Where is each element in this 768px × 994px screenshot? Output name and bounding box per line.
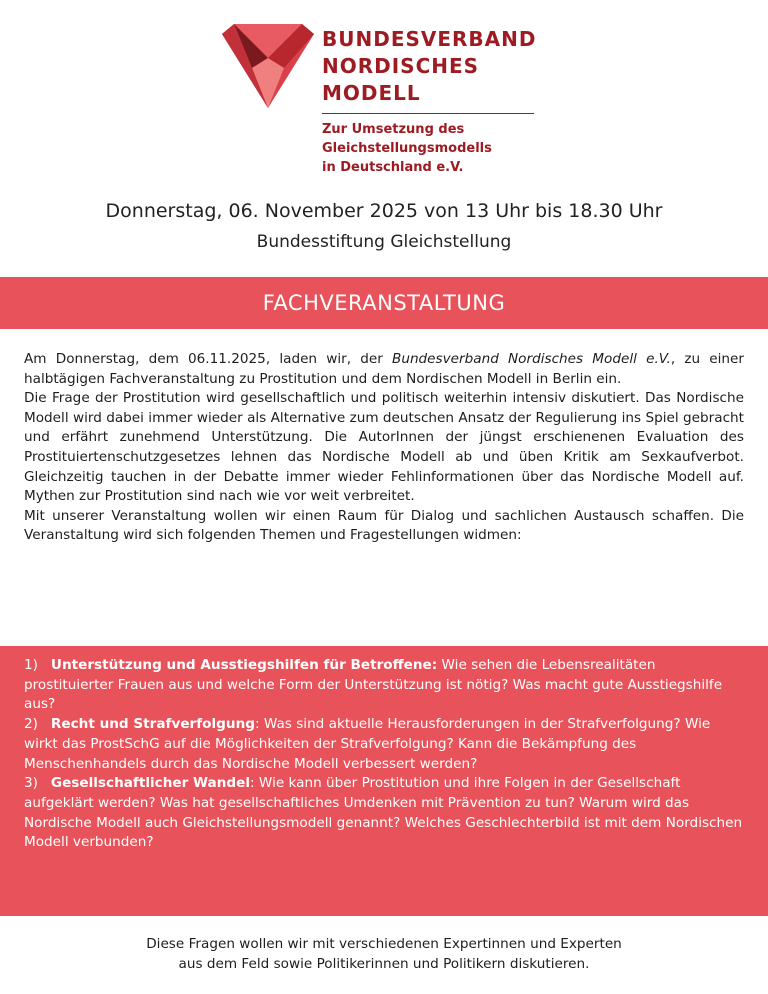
- header: [222, 20, 552, 180]
- topic-text: Wie sehen die Lebensrealitäten prostituierter Frauen aus und welche Form der Unterstützung ist nötig? Was macht gute Ausstiegshilfe aus?: [24, 657, 723, 713]
- intro-p1-end: , zu einer halbtägigen Fachveranstaltung zu Prostitution und dem Nordischen Modell in Berlin ein.: [24, 351, 744, 387]
- topic-number: 1): [24, 657, 38, 673]
- closing-line-2: aus dem Feld sowie Politikerinnen und Politikern diskutieren.: [178, 956, 590, 972]
- closing-line-1: Diese Fragen wollen wir mit verschiedenen Expertinnen und Experten: [146, 936, 622, 952]
- topic-title: Gesellschaftlicher Wandel: [50, 775, 251, 792]
- topic-item: [24, 774, 744, 853]
- org-reference: Bundesverband Nordisches Modell e.V.: [392, 351, 671, 367]
- org-name: BUNDESVERBAND NORDISCHES MODELL: [322, 27, 537, 105]
- topic-item: [24, 715, 744, 774]
- intro-text: [24, 350, 744, 546]
- intro-paragraph-2: Die Frage der Prostitution wird gesellschaftlich und politisch weiterhin intensiv diskutiert. Das Nordische Modell wird dabei immer wieder als Alternative zum deutschen Ansatz der Regulierung ins Spiel gebracht und erfährt zunehmend Unterstützung. Die AutorInnen der jüngst erschienenen Evaluation des Prostituiertenschutzgesetzes lehnen das Nordische Modell ab und üben Kritik am Sexkaufverbot. Gleichzeitig tauchen in der Debatte immer wieder Fehlinformationen über das Nordische Modell auf. Mythen zur Prostitution sind nach wie vor weit verbreitet.: [24, 390, 744, 505]
- topics-list: [24, 656, 744, 853]
- logo-icon: [222, 24, 314, 108]
- topic-text: : Was sind aktuelle Herausforderungen in der Strafverfolgung? Wie wirkt das ProstSchG auf die Möglichkeiten der Strafverfolgung? Kann die Bekämpfung des Menschenhandels durch das Nordische Modell verbessert werden?: [24, 716, 711, 772]
- topics-section: [0, 646, 768, 916]
- topic-number: 2): [24, 716, 38, 733]
- closing-text: [0, 934, 768, 974]
- section-banner: [0, 277, 768, 329]
- intro-p1-start: Am Donnerstag, dem 06.11.2025, laden wir, der: [24, 351, 392, 367]
- topic-number: 3): [24, 775, 38, 792]
- event-date: Donnerstag, 06. November 2025 von 13 Uhr bis 18.30 Uhr: [105, 200, 663, 222]
- topic-title: Recht und Strafverfolgung: [50, 716, 255, 733]
- org-divider: [322, 113, 534, 114]
- topic-item: [24, 656, 744, 715]
- topic-title: Unterstützung und Ausstiegshilfen für Betroffene:: [50, 657, 438, 673]
- event-venue: Bundesstiftung Gleichstellung: [256, 232, 512, 252]
- intro-paragraph-3: Mit unserer Veranstaltung wollen wir einen Raum für Dialog und sachlichen Austausch schaffen. Die Veranstaltung wird sich folgenden Themen und Fragestellungen widmen:: [24, 507, 744, 544]
- org-tagline: Zur Umsetzung des Gleichstellungsmodells in Deutschland e.V.: [322, 122, 492, 175]
- intro-paragraph-1: [24, 350, 744, 389]
- topic-text: : Wie kann über Prostitution und ihre Folgen in der Gesellschaft aufgeklärt werden? Was hat gesellschaftliches Umdenken mit Prävention zu tun? Warum wird das Nordische Modell auch Gleichstellungsmodell genannt? Welches Geschlechterbild ist mit dem Nordischen Modell verbunden?: [24, 775, 743, 851]
- banner-title: FACHVERANSTALTUNG: [262, 291, 506, 315]
